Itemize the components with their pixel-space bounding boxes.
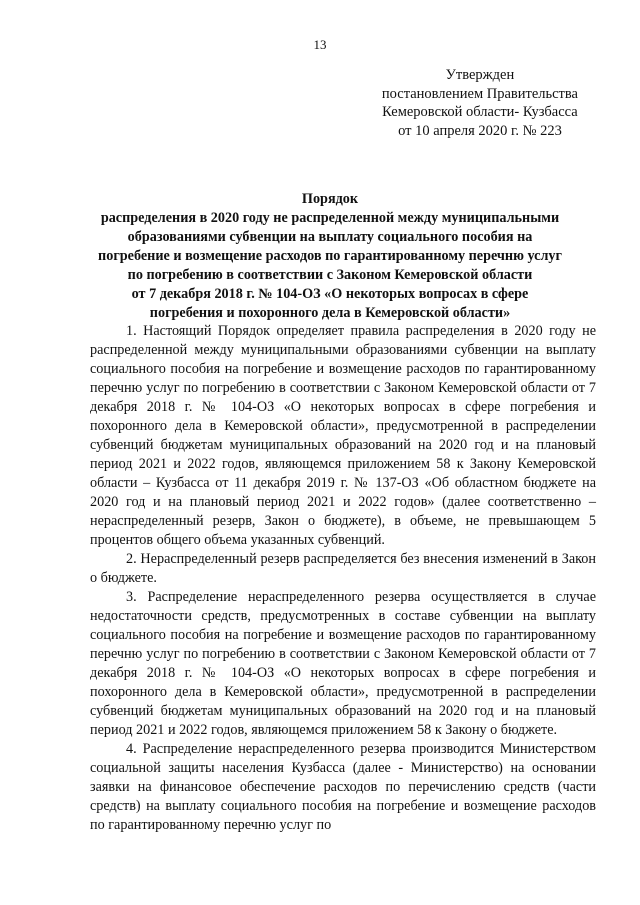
title-line: погребение и возмещение расходов по гарантированному перечню услуг bbox=[98, 248, 562, 264]
title-line: от 7 декабря 2018 г. № 104-ОЗ «О некоторых вопросах в сфере bbox=[131, 286, 529, 302]
document-title bbox=[40, 190, 620, 323]
paragraph-1: 1. Настоящий Порядок определяет правила распределения в 2020 году не распределенной между муниципальными образованиями субвенции на выплату социального пособия на погребение и возмещение расходов по гарантированному перечню услуг по погребению в соответствии с Законом Кемеровской области от 7 декабря 2018 г. № 104-ОЗ «О некоторых вопросах в сфере погребения и похоронного дела в Кемеровской области», предусмотренной в распределении субвенций бюджетам муниципальных образований на 2020 год и на плановый период 2021 и 2022 годов, являющемся приложением 58 к Закону Кемеровской области – Кузбасса от 11 декабря 2019 г. № 137-ОЗ «Об областном бюджете на 2020 год и на плановый период 2021 и 2022 годов» (далее соответственно – нераспределенный резерв, Закон о бюджете), в объеме, не превышающем 5 процентов общего объема указанных субвенций. bbox=[90, 323, 596, 548]
approval-line: Утвержден bbox=[445, 67, 515, 83]
paragraph-3: 3. Распределение нераспределенного резерва осуществляется в случае недостаточности средств, предусмотренных в составе субвенции на выплату социального пособия на погребение и возмещение расходов по гарантированному перечню услуг по погребению в соответствии с Законом Кемеровской области от 7 декабря 2018 г. № 104-ОЗ «О некоторых вопросах в сфере погребения и похоронного дела в Кемеровской области», предусмотренной в распределении субвенций бюджетам муниципальных образований на 2020 год и на плановый период 2021 и 2022 годов, являющемся приложением 58 к Закону о бюджете. bbox=[90, 589, 596, 738]
approval-line: от 10 апреля 2020 г. № 223 bbox=[398, 122, 562, 139]
document-body bbox=[90, 322, 596, 835]
paragraph-4: 4. Распределение нераспределенного резерва производится Министерством социальной защиты населения Кузбасса (далее - Министерство) на основании заявки на финансовое обеспечение расходов по перечислению средств (части средств) на выплату социального пособия на погребение и возмещение расходов по гарантированному перечню услуг по bbox=[90, 741, 596, 833]
paragraph-2: 2. Нераспределенный резерв распределяется без внесения изменений в Закон о бюджете. bbox=[90, 551, 596, 586]
title-heading: Порядок bbox=[301, 191, 359, 207]
approval-line: Кемеровской области- Кузбасса bbox=[382, 104, 578, 120]
title-line: образованиями субвенции на выплату социального пособия на bbox=[127, 229, 533, 245]
page-number: 13 bbox=[313, 37, 327, 52]
approval-stamp bbox=[382, 66, 578, 140]
approval-line: постановлением Правительства bbox=[381, 85, 578, 102]
title-line: распределения в 2020 году не распределенной между муниципальными bbox=[100, 210, 560, 226]
title-line: по погребению в соответствии с Законом Кемеровской области bbox=[127, 267, 533, 283]
title-line: погребения и похоронного дела в Кемеровской области» bbox=[149, 305, 511, 321]
